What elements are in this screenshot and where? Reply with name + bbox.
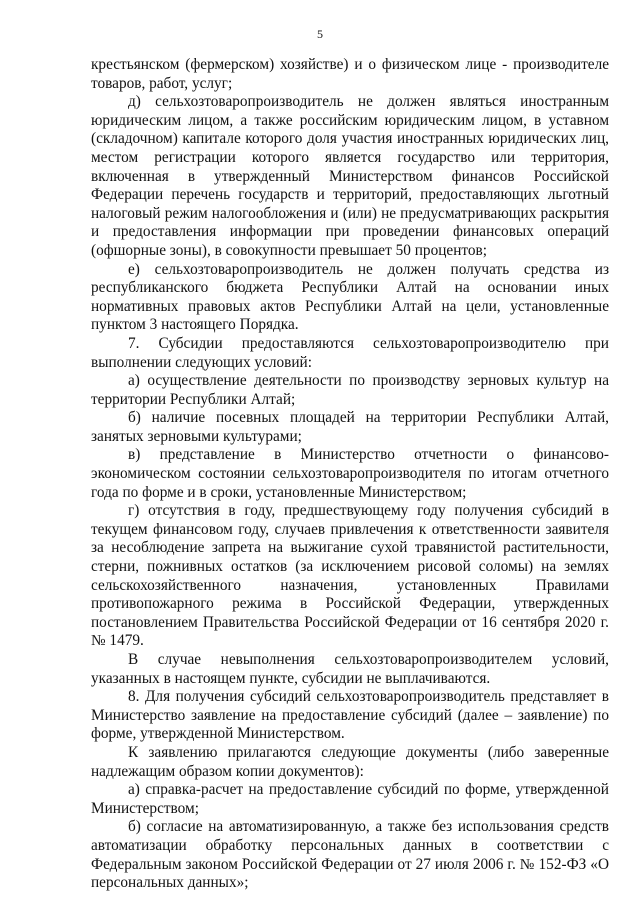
paragraph-documents-intro: К заявлению прилагаются следующие документы (либо заверенные надлежащим образом копии документов): [91, 743, 609, 780]
paragraph-document-b: б) согласие на автоматизированную, а также без использования средств автоматизации обработку персональных данных в соответствии с Федеральным законом Российской Федерации от 27 июля 2006 г. № 152-ФЗ «О персональных данных»; [91, 818, 609, 892]
paragraph-item-e: е) сельхозтоваропроизводитель не должен получать средства из республиканского бюджета Республики Алтай на основании иных нормативных правовых актов Республики Алтай на цели, установленные пунктом 3 настоящего Порядка. [91, 260, 609, 334]
paragraph-condition-v: в) представление в Министерство отчетности о финансово-экономическом состоянии сельхозтоваропроизводителя по итогам отчетного года по форме и в сроки, установленные Министерством; [91, 446, 609, 501]
paragraph-document-a: а) справка-расчет на предоставление субсидий по форме, утвержденной Министерством; [91, 781, 609, 817]
page-number: 5 [317, 27, 323, 41]
paragraph-condition-g: г) отсутствия в году, предшествующему году получения субсидий в текущем финансовом году, случаев привлечения к ответственности заявителя за несоблюдение запрета на выжигание сухой травянистой растительности, стерни, пожнивных остатков (за исключением рисовой соломы) на землях сельскохозяйственного назначения, установленных Правилами противопожарного режима в Российской Федерации, утвержденных постановлением Правительства Российской Федерации от 16 сентября 2020 г. № 1479. [91, 502, 609, 650]
paragraph-non-compliance: В случае невыполнения сельхозтоваропроизводителем условий, указанных в настоящем пункте, субсидии не выплачиваются. [91, 651, 609, 687]
paragraph-condition-b: б) наличие посевных площадей на территории Республики Алтай, занятых зерновыми культурами; [91, 409, 609, 445]
document-body [91, 56, 609, 893]
paragraph-continuation: крестьянском (фермерском) хозяйстве) и о физическом лице - производителе товаров, работ, услуг; [91, 56, 609, 92]
paragraph-clause-8: 8. Для получения субсидий сельхозтоваропроизводитель представляет в Министерство заявление на предоставление субсидий (далее – заявление) по форме, утвержденной Министерством. [91, 688, 609, 743]
paragraph-clause-7: 7. Субсидии предоставляются сельхозтоваропроизводителю при выполнении следующих условий: [91, 334, 609, 371]
paragraph-condition-a: а) осуществление деятельности по производству зерновых культур на территории Республики Алтай; [91, 372, 609, 408]
paragraph-item-d: д) сельхозтоваропроизводитель не должен являться иностранным юридическим лицом, а также российским юридическим лицом, в уставном (складочном) капитале которого доля участия иностранных юридических лиц, местом регистрации которого является государство или территория, включенная в утвержденный Министерством финансов Российской Федерации перечень государств и территорий, предоставляющих льготный налоговый режим налогообложения и (или) не предусматривающих раскрытия и предоставления информации при проведении финансовых операций (офшорные зоны), в совокупности превышает 50 процентов; [91, 93, 609, 259]
